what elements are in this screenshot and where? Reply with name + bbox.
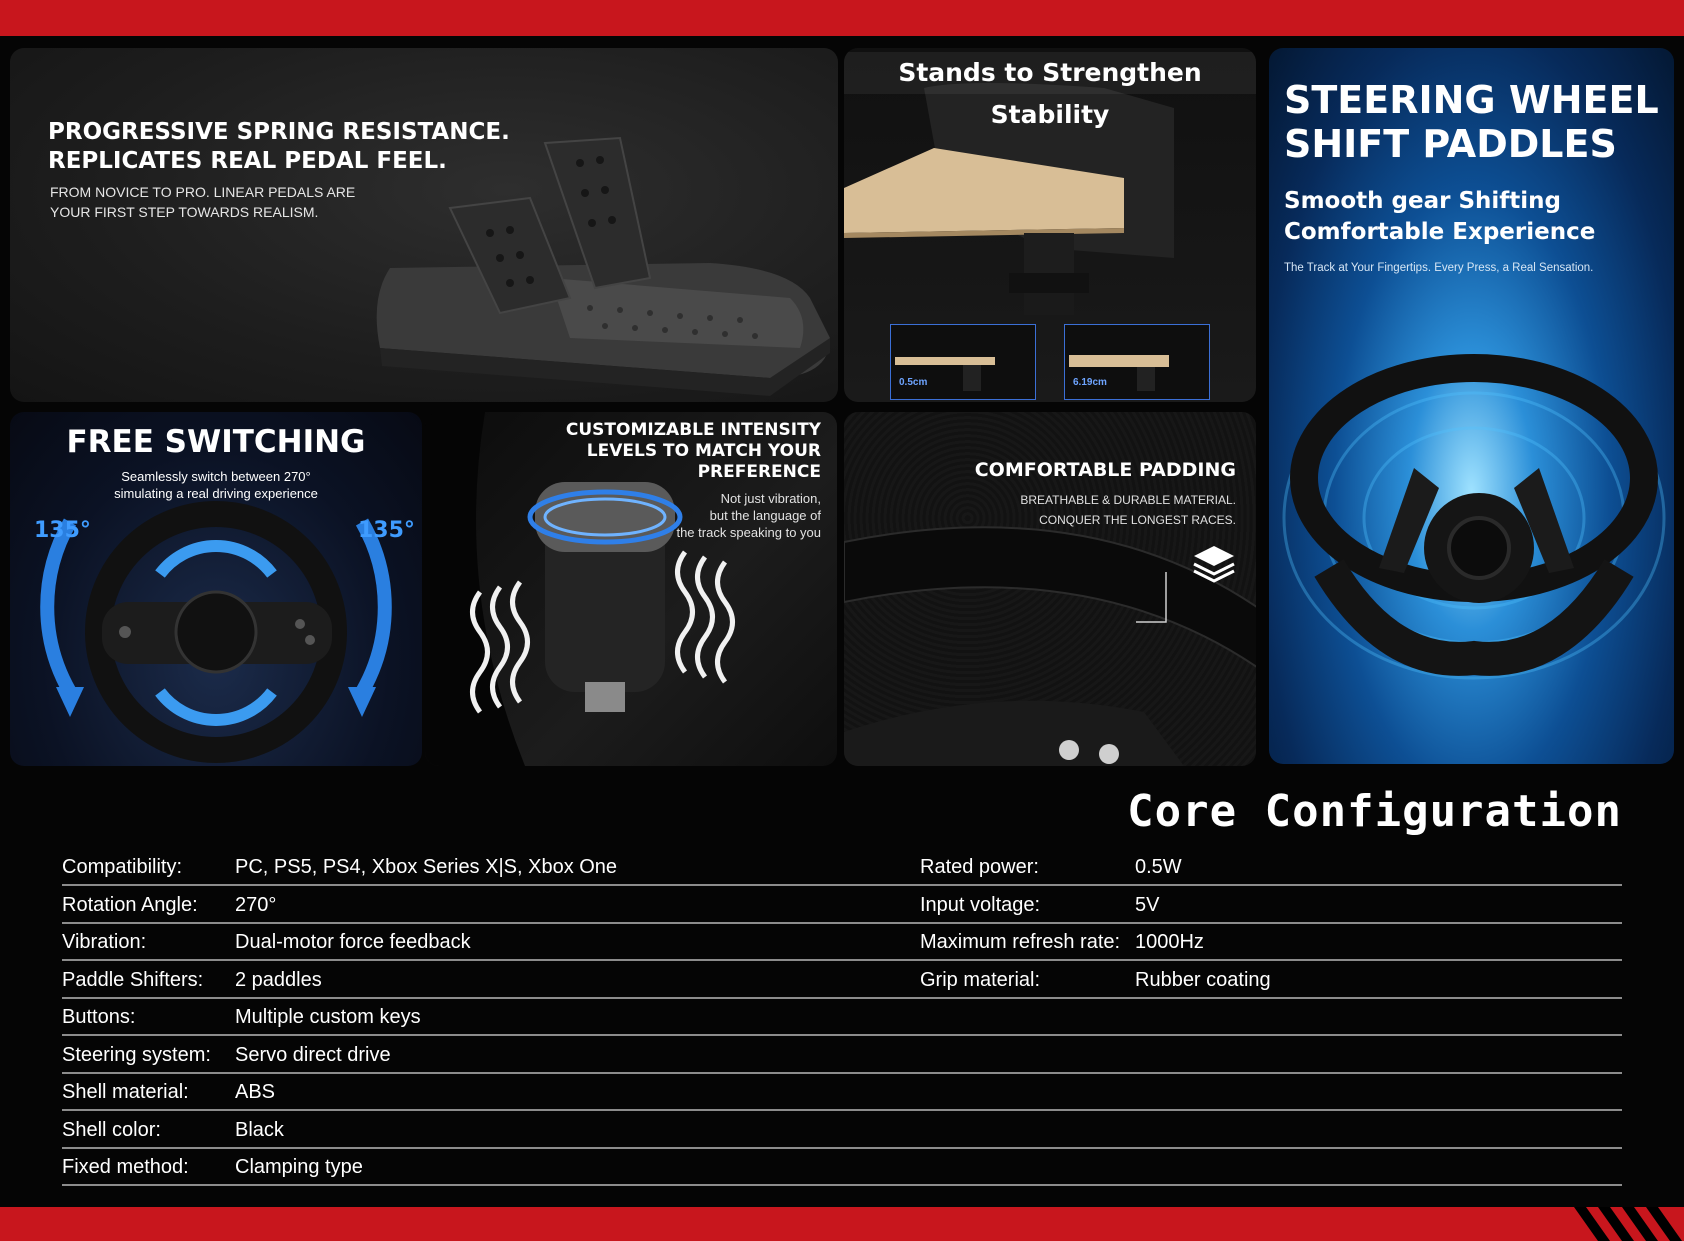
spec-label: Fixed method: [62, 1156, 189, 1178]
intensity-panel [425, 412, 837, 766]
intensity-heading-line2: LEVELS TO MATCH YOUR [586, 441, 821, 461]
free-switching-title: FREE SWITCHING [66, 424, 366, 460]
paddle-title-line2: SHIFT PADDLES [1284, 122, 1617, 166]
spec-value: Clamping type [235, 1156, 363, 1178]
paddle-panel [1269, 48, 1674, 764]
spec-row [62, 998, 1622, 1036]
intensity-body-line2: but the language of [709, 508, 821, 523]
diagonal-stripes-icon [1564, 1207, 1684, 1241]
spec-row [62, 886, 1622, 924]
stand-title: Stands to Strengthen Stability [844, 52, 1256, 94]
padding-heading: COMFORTABLE PADDING [974, 459, 1236, 481]
layers-icon [1190, 542, 1238, 586]
spec-value: 2 paddles [235, 969, 322, 991]
clamp-thumbnail-1-label: 0.5cm [899, 377, 928, 388]
clamp-thumbnail-2 [1064, 324, 1210, 400]
padding-body-line2: CONQUER THE LONGEST RACES. [1039, 513, 1236, 527]
clamp-thumbnail-1 [890, 324, 1036, 400]
padding-panel [844, 412, 1256, 766]
spec-row [62, 1148, 1622, 1186]
stand-panel [844, 48, 1256, 402]
spec-value: PC, PS5, PS4, Xbox Series X|S, Xbox One [235, 856, 618, 878]
free-switching-sub-line1: Seamlessly switch between 270° [121, 469, 311, 484]
spec-value: ABS [235, 1081, 276, 1103]
spec-label: Buttons: [62, 1006, 136, 1028]
rotation-wheel-illustration [10, 412, 422, 766]
pedal-body-line2: YOUR FIRST STEP TOWARDS REALISM. [50, 204, 319, 220]
angle-left-label: 135° [34, 518, 91, 543]
spec-row [62, 923, 1622, 961]
paddle-subtitle-line2: Comfortable Experience [1284, 219, 1596, 245]
spec-row [62, 1036, 1622, 1074]
intensity-heading-line1: CUSTOMIZABLE INTENSITY [565, 420, 821, 440]
spec-label: Rated power: [920, 856, 1039, 878]
spec-value: 270° [235, 894, 277, 916]
spec-label: Input voltage: [920, 894, 1041, 916]
core-config-title: Core Configuration [1127, 786, 1622, 837]
spec-value: Servo direct drive [235, 1044, 391, 1066]
paddle-title-line1: STEERING WHEEL [1284, 78, 1659, 122]
spec-value: 1000Hz [1135, 931, 1204, 953]
spec-label: Shell material: [62, 1081, 189, 1103]
clamp-thumbnail-2-label: 6.19cm [1073, 377, 1107, 388]
spec-row [62, 1073, 1622, 1111]
paddle-subtitle-line1: Smooth gear Shifting [1284, 188, 1561, 214]
spec-value: Multiple custom keys [235, 1006, 421, 1028]
spec-label: Grip material: [920, 969, 1041, 991]
spec-row [62, 1111, 1622, 1149]
pedal-illustration [10, 48, 838, 402]
spec-label: Shell color: [62, 1119, 161, 1141]
pedal-heading-line1: PROGRESSIVE SPRING RESISTANCE. [48, 119, 510, 145]
spec-label: Steering system: [62, 1044, 211, 1066]
top-accent-bar [0, 0, 1684, 36]
spec-value: Dual-motor force feedback [235, 931, 471, 953]
spec-label: Rotation Angle: [62, 894, 198, 916]
angle-right-label: 135° [358, 518, 415, 543]
spec-row [62, 961, 1622, 999]
padding-body-line1: BREATHABLE & DURABLE MATERIAL. [1020, 493, 1236, 507]
intensity-body-line3: the track speaking to you [676, 525, 821, 540]
intensity-heading-line3: PREFERENCE [697, 462, 821, 482]
spec-value: Black [235, 1119, 284, 1141]
spec-row [62, 848, 1622, 886]
pedal-body-line1: FROM NOVICE TO PRO. LINEAR PEDALS ARE [50, 184, 356, 200]
pedal-heading-line2: REPLICATES REAL PEDAL FEEL. [48, 148, 447, 174]
spec-label: Vibration: [62, 931, 147, 953]
intensity-body-line1: Not just vibration, [720, 491, 821, 506]
free-switching-sub-line2: simulating a real driving experience [114, 486, 318, 501]
spec-value: 5V [1135, 894, 1160, 916]
spec-label: Maximum refresh rate: [920, 931, 1121, 953]
pedal-panel [10, 48, 838, 402]
spec-label: Paddle Shifters: [62, 969, 204, 991]
free-switching-panel [10, 412, 422, 766]
spec-value: 0.5W [1135, 856, 1182, 878]
spec-value: Rubber coating [1135, 969, 1271, 991]
spec-label: Compatibility: [62, 856, 183, 878]
paddle-tagline: The Track at Your Fingertips. Every Press, a Real Sensation. [1284, 262, 1594, 274]
bottom-accent-bar [0, 1207, 1684, 1241]
